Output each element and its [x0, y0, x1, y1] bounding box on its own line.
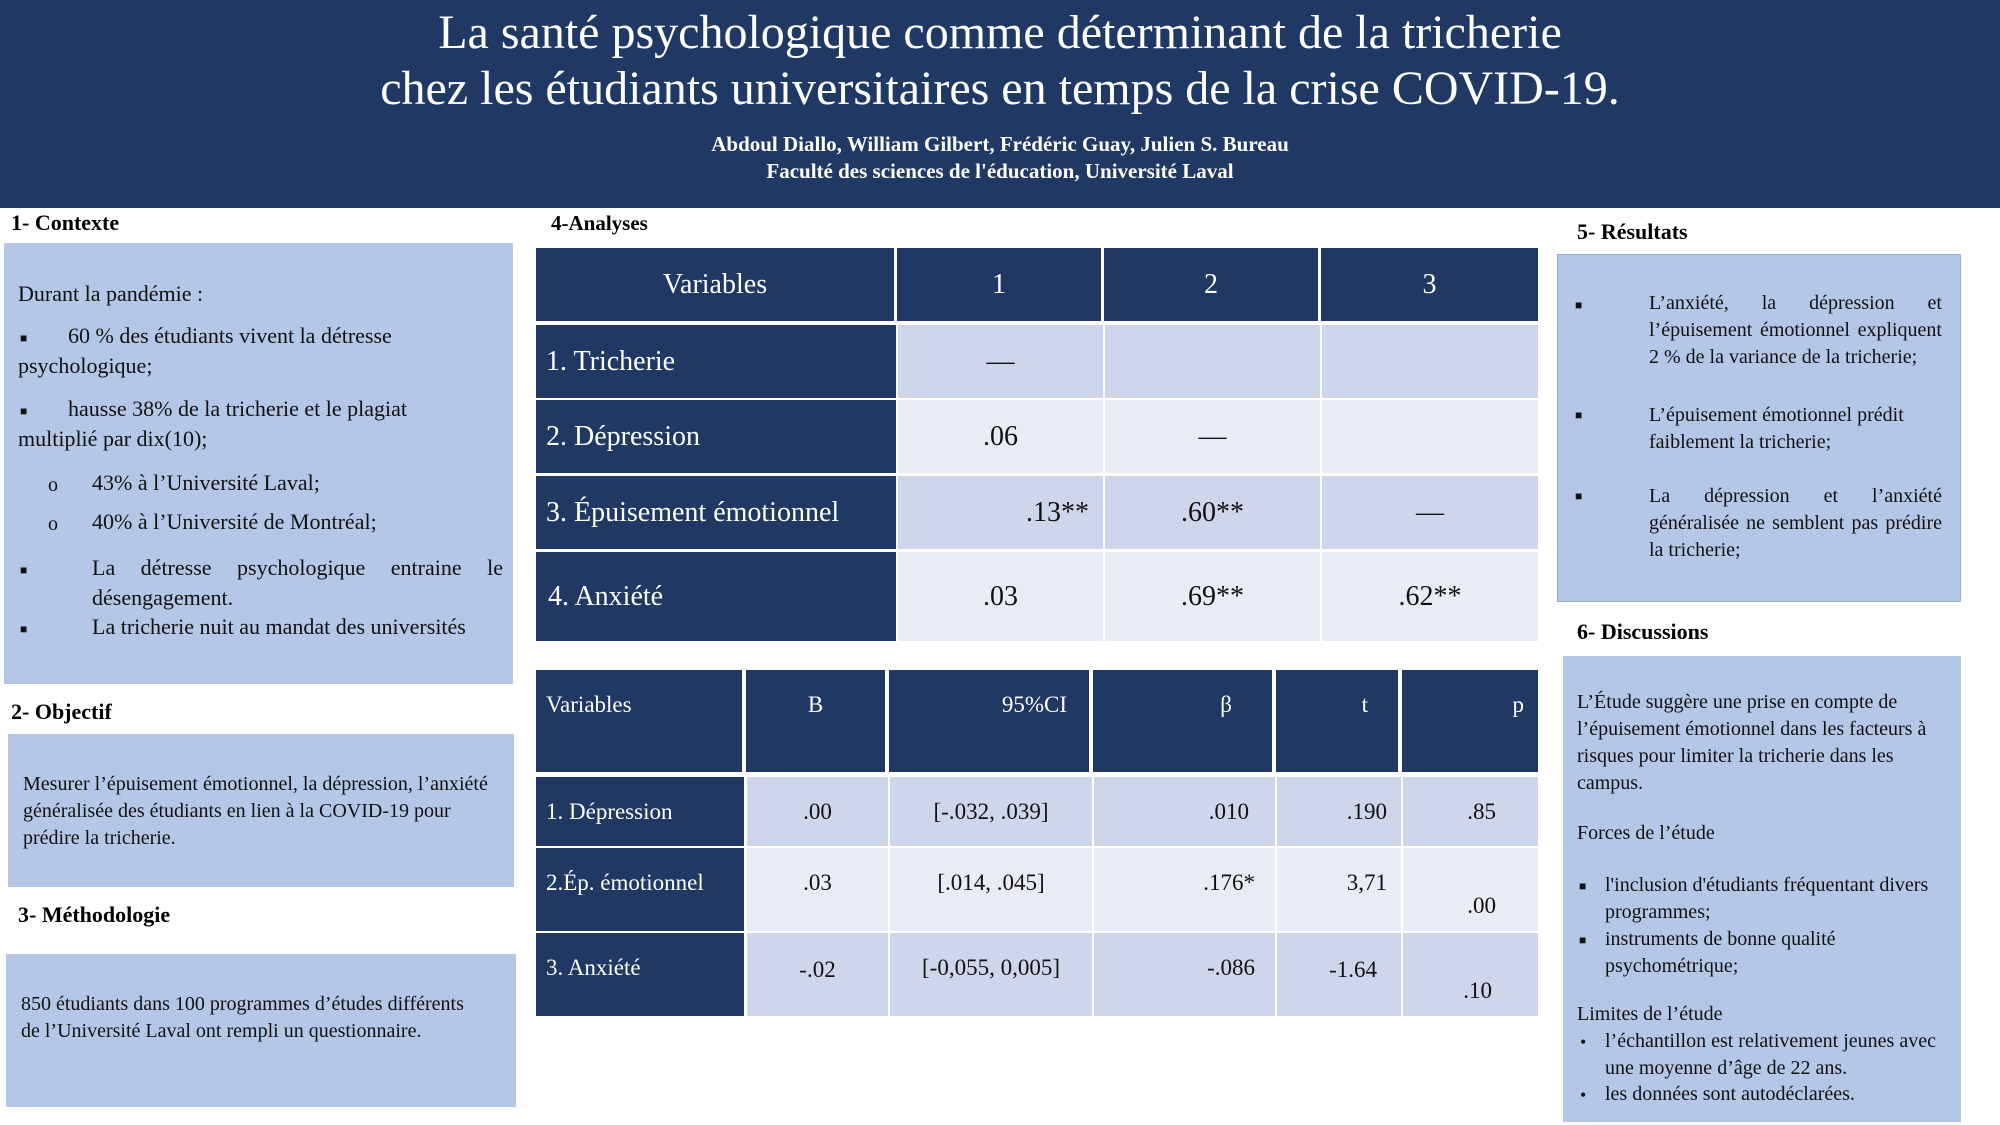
contexte-intro: Durant la pandémie :	[18, 281, 204, 306]
table1-row4-col1: .03	[898, 552, 1103, 641]
affiliation: Faculté des sciences de l'éducation, Université Laval	[766, 159, 1234, 183]
limites-item-2: les données sont autodéclarées.	[1605, 1083, 1855, 1105]
table2-row2-beta: .176*	[1094, 848, 1275, 931]
resultats-item-3: La dépression et l’anxiété généralisée ne semblent pas prédire la tricherie;	[1649, 485, 1942, 561]
limites-item-1: l’échantillon est relativement jeunes avec une moyenne d’âge de 22 ans.	[1605, 1030, 1936, 1079]
table2-header-beta: β	[1093, 670, 1274, 772]
contexte-sub-2: 40% à l’Université de Montréal;	[92, 509, 377, 534]
discussions-title: 6- Discussions	[1577, 619, 1709, 644]
table2-row1-b: .00	[747, 777, 888, 846]
table2-row1-beta: .010	[1094, 777, 1275, 846]
table1-row4-col3: .62**	[1322, 552, 1538, 641]
dot-bullet-icon: •	[1580, 1032, 1587, 1052]
table2-header-b: B	[746, 670, 887, 772]
square-bullet-icon: ■	[20, 622, 28, 636]
table1-row3-label: 3. Épuisement émotionnel	[536, 476, 896, 549]
circle-bullet-icon: o	[48, 474, 58, 496]
table2-row3-ci: [-0,055, 0,005]	[890, 933, 1092, 1016]
table1-row1-col3	[1322, 325, 1538, 398]
table2-row2-b: .03	[747, 848, 888, 931]
poster-title-line1: La santé psychologique comme déterminant de la tricherie	[438, 6, 1562, 59]
table1-header-1: 1	[897, 248, 1103, 321]
resultats-title: 5- Résultats	[1577, 219, 1688, 244]
objectif-text: Mesurer l’épuisement émotionnel, la dépression, l’anxiété généralisée des étudiants en lien à la COVID-19 pour prédire la tricherie.	[23, 773, 488, 849]
square-bullet-icon: ■	[1579, 879, 1587, 893]
table2-header-ci: 95%CI	[889, 670, 1091, 772]
table1-header-2: 2	[1104, 248, 1320, 321]
table2-row2-t: 3,71	[1277, 848, 1401, 931]
table1-row2-col3	[1322, 400, 1538, 473]
table2-row2-label: 2.Ép. émotionnel	[536, 848, 744, 931]
discussions-panel	[1563, 656, 1961, 1122]
dot-bullet-icon: •	[1580, 1085, 1587, 1105]
table2-row3-p: .10	[1403, 933, 1538, 1016]
table2-row3-label: 3. Anxiété	[536, 933, 744, 1016]
table1-row3-col2: .60**	[1105, 476, 1320, 549]
table1-row1-col2	[1105, 325, 1320, 398]
square-bullet-icon: ■	[20, 563, 28, 577]
resultats-item-1: L’anxiété, la dépression et l’épuisement émotionnel expliquent 2 % de la variance de la tricherie;	[1649, 292, 1942, 368]
table1-header-3: 3	[1321, 248, 1538, 321]
square-bullet-icon: ■	[1575, 408, 1583, 422]
methodologie-panel	[6, 954, 516, 1107]
contexte-bullet-2: hausse 38% de la tricherie et le plagiat multiplié par dix(10);	[18, 396, 408, 451]
table2-row1-t: .190	[1277, 777, 1401, 846]
table2-header-t: t	[1276, 670, 1400, 772]
table1-row3-col3: —	[1322, 476, 1538, 549]
contexte-title: 1- Contexte	[11, 210, 120, 235]
table2-header-variables: Variables	[536, 670, 744, 772]
circle-bullet-icon: o	[48, 513, 58, 535]
table2-row3-b: -.02	[747, 933, 888, 1016]
table2-row3-beta: -.086	[1094, 933, 1275, 1016]
authors: Abdoul Diallo, William Gilbert, Frédéric Guay, Julien S. Bureau	[711, 132, 1289, 156]
contexte-sub-1: 43% à l’Université Laval;	[92, 470, 320, 495]
analyses-title: 4-Analyses	[551, 211, 648, 235]
table1-row2-col1: .06	[898, 400, 1103, 473]
forces-item-2: instruments de bonne qualité psychométrique;	[1605, 928, 1836, 977]
table1-row2-col2: —	[1105, 400, 1320, 473]
square-bullet-icon: ■	[20, 331, 28, 345]
square-bullet-icon: ■	[20, 404, 28, 418]
square-bullet-icon: ■	[1575, 489, 1583, 503]
table2-row1-ci: [-.032, .039]	[890, 777, 1092, 846]
table2-header-p: p	[1402, 670, 1538, 772]
table1-row4-label: 4. Anxiété	[536, 552, 896, 641]
table1-row2-label: 2. Dépression	[536, 400, 896, 473]
objectif-title: 2- Objectif	[11, 699, 112, 724]
table1-row3-col1: .13**	[898, 476, 1103, 549]
resultats-item-2: L’épuisement émotionnel prédit faiblement la tricherie;	[1649, 404, 1904, 453]
objectif-panel	[8, 734, 514, 887]
square-bullet-icon: ■	[1575, 298, 1583, 312]
forces-title: Forces de l’étude	[1577, 822, 1715, 844]
resultats-panel	[1557, 254, 1961, 602]
table1-row1-label: 1. Tricherie	[536, 325, 896, 398]
contexte-bullet-1: 60 % des étudiants vivent la détresse psychologique;	[18, 323, 392, 378]
table2-row3-t: -1.64	[1277, 933, 1401, 1016]
contexte-bullet-4: La tricherie nuit au mandat des universités	[92, 614, 466, 639]
table2-row1-p: .85	[1403, 777, 1538, 846]
table1-row4-col2: .69**	[1105, 552, 1320, 641]
contexte-panel	[4, 243, 513, 684]
table2-row2-ci: [.014, .045]	[890, 848, 1092, 931]
forces-item-1: l'inclusion d'étudiants fréquentant divers programmes;	[1605, 874, 1929, 923]
table1-row1-col1: —	[898, 325, 1103, 398]
poster-title-line2: chez les étudiants universitaires en temps de la crise COVID-19.	[380, 62, 1620, 115]
limites-title: Limites de l’étude	[1577, 1003, 1723, 1025]
discussions-text: L’Étude suggère une prise en compte de l’épuisement émotionnel dans les facteurs à risques pour limiter la tricherie dans les campus.	[1577, 691, 1927, 794]
methodologie-title: 3- Méthodologie	[18, 902, 171, 927]
table2-row2-p: .00	[1403, 848, 1538, 931]
square-bullet-icon: ■	[1579, 933, 1587, 947]
contexte-bullet-3: La détresse psychologique entraine le désengagement.	[92, 555, 503, 610]
methodologie-text: 850 étudiants dans 100 programmes d’études différents de l’Université Laval ont rempli un questionnaire.	[21, 993, 464, 1042]
table1-header-variables: Variables	[536, 248, 896, 321]
poster-header	[0, 0, 2000, 208]
table2-row1-label: 1. Dépression	[536, 777, 744, 846]
